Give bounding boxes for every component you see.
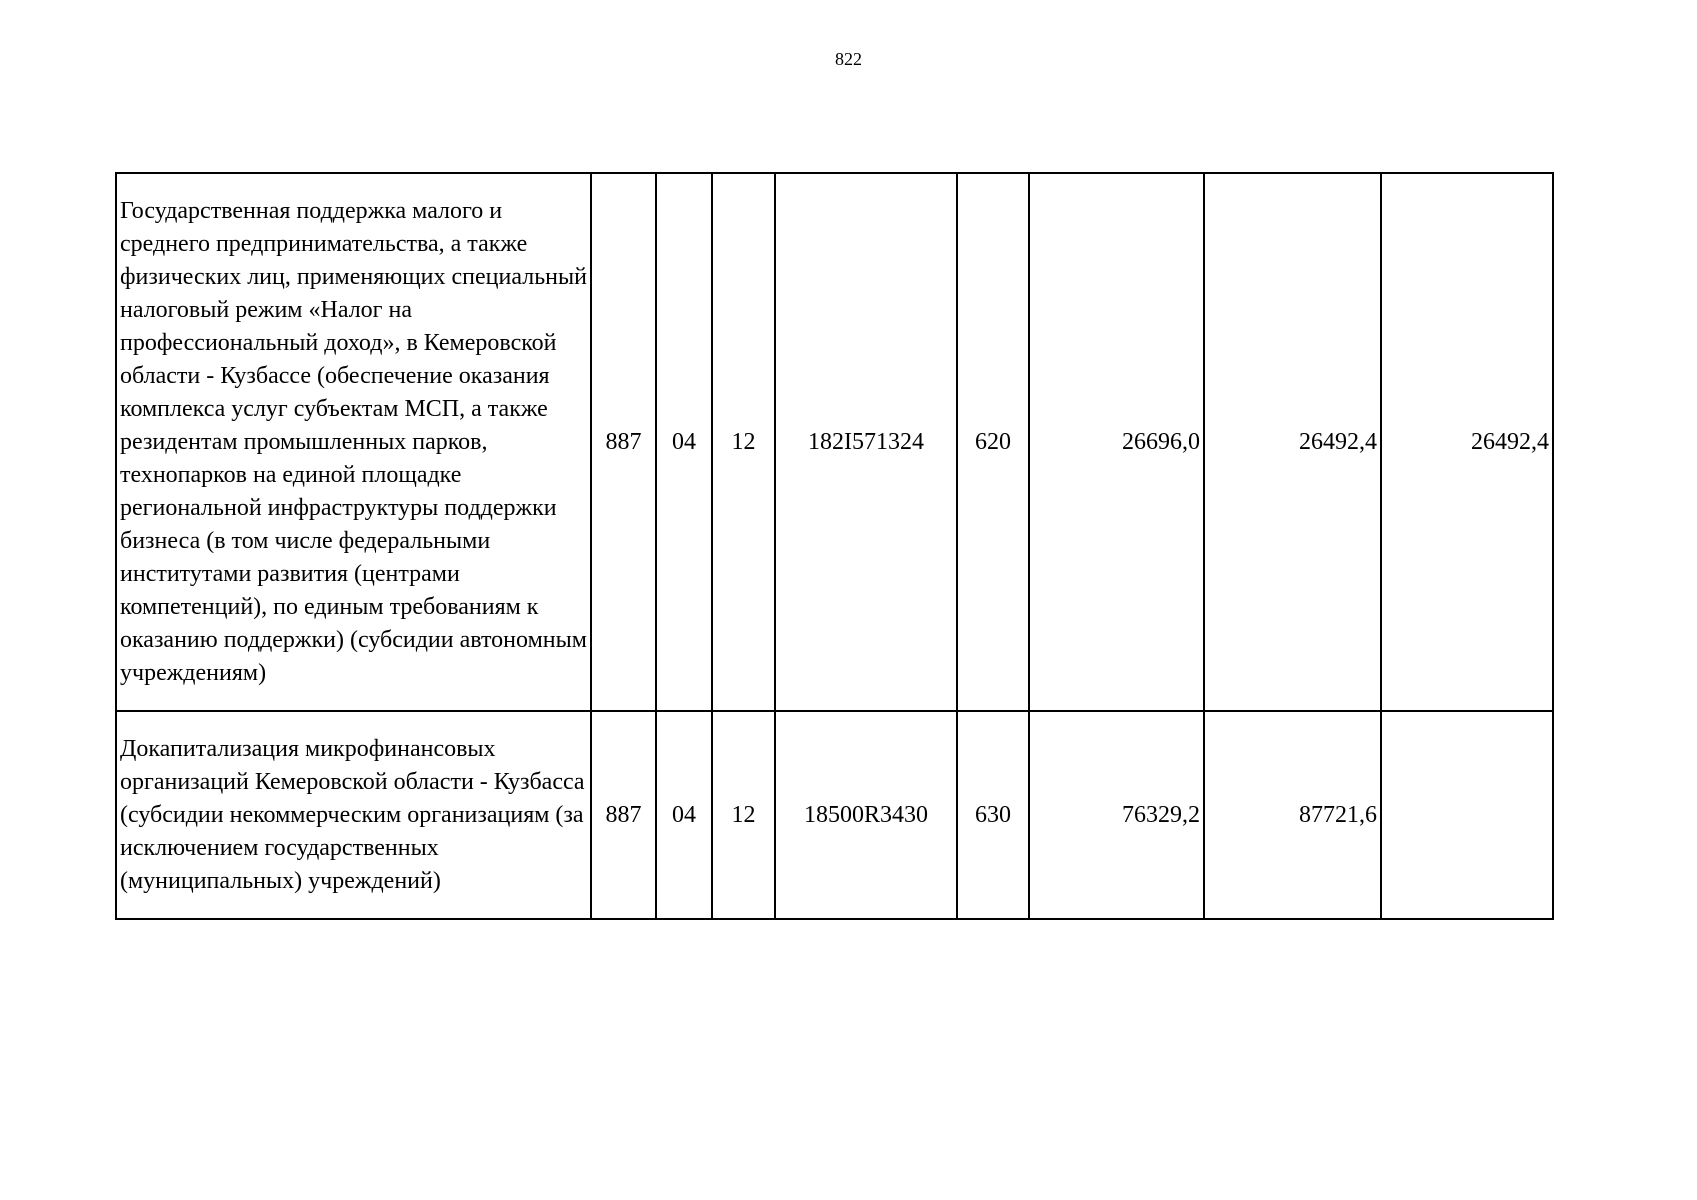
page-number: 822: [835, 49, 862, 69]
amount-1-cell: 26696,0: [1029, 173, 1204, 711]
ministry-code-cell: 887: [591, 173, 656, 711]
table-row: [116, 711, 1553, 919]
section-code-cell: 04: [656, 173, 712, 711]
amount-2-cell: 87721,6: [1204, 711, 1381, 919]
amount-2-cell: 26492,4: [1204, 173, 1381, 711]
ministry-code-cell: 887: [591, 711, 656, 919]
budget-table: [115, 172, 1554, 920]
table-row: [116, 173, 1553, 711]
amount-3-cell: [1381, 711, 1553, 919]
section-code-cell: 04: [656, 711, 712, 919]
amount-1-cell: 76329,2: [1029, 711, 1204, 919]
row-name-cell: Докапитализация микрофинансовых организаций Кемеровской области - Кузбасса (субсидии некоммерческим организациям (за исключением государственных (муниципальных) учреждений): [116, 711, 591, 919]
subsection-code-cell: 12: [712, 173, 775, 711]
target-article-cell: 18500R3430: [775, 711, 957, 919]
target-article-cell: 182I571324: [775, 173, 957, 711]
expense-type-cell: 630: [957, 711, 1029, 919]
row-name-cell: Государственная поддержка малого и среднего предпринимательства, а также физических лиц, применяющих специальный налоговый режим «Налог на профессиональный доход», в Кемеровской области - Кузбассе (обеспечение оказания комплекса услуг субъектам МСП, а также резидентам промышленных парков, технопарков на единой площадке региональной инфраструктуры поддержки бизнеса (в том числе федеральными институтами развития (центрами компетенций), по единым требованиям к оказанию поддержки) (субсидии автономным учреждениям): [116, 173, 591, 711]
subsection-code-cell: 12: [712, 711, 775, 919]
amount-3-cell: 26492,4: [1381, 173, 1553, 711]
expense-type-cell: 620: [957, 173, 1029, 711]
